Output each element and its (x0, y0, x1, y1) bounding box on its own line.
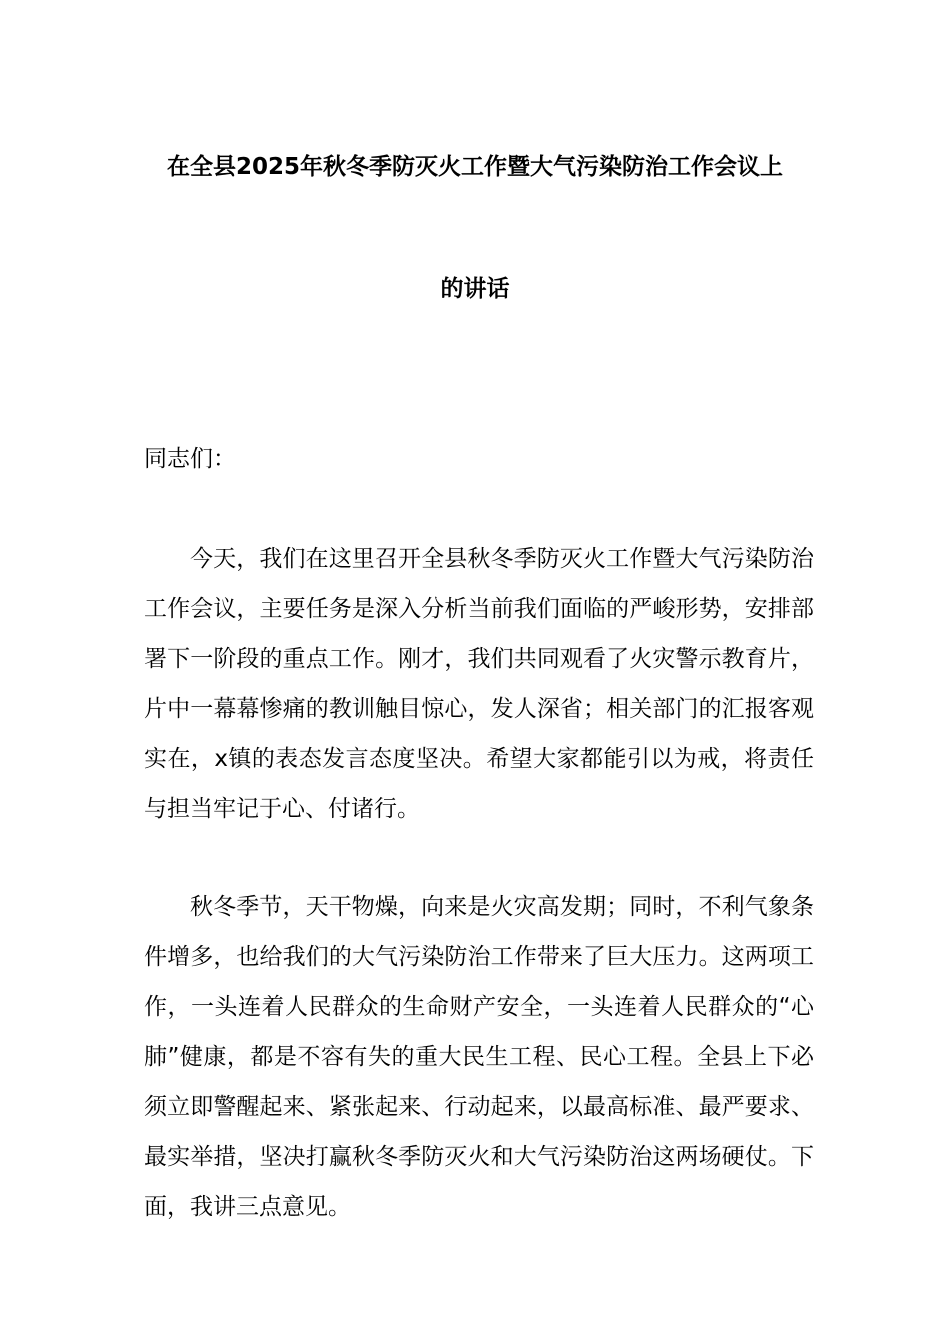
document-title-line-2: 的讲话 (440, 276, 510, 302)
body-paragraph-1: 今天，我们在这里召开全县秋冬季防灭火工作暨大气污染防治工作会议，主要任务是深入分析当前我们面临的严峻形势，安排部署下一阶段的重点工作。刚才，我们共同观看了火灾警示教育片，片中一幕幕惨痛的教训触目惊心，发人深省；相关部门的汇报客观实在，x镇的表态发言态度坚决。希望大家都能引以为戒，将责任与担当牢记于心、付诸行。 (144, 546, 814, 822)
body-paragraph-2: 秋冬季节，天干物燥，向来是火灾高发期；同时，不利气象条件增多，也给我们的大气污染防治工作带来了巨大压力。这两项工作，一头连着人民群众的生命财产安全，一头连着人民群众的“心肺”健康，都是不容有失的重大民生工程、民心工程。全县上下必须立即警醒起来、紧张起来、行动起来，以最高标准、最严要求、最实举措，坚决打赢秋冬季防灭火和大气污染防治这两场硬仗。下面，我讲三点意见。 (144, 894, 814, 1220)
salutation: 同志们： (144, 446, 236, 472)
document-title-line-1: 在全县2025年秋冬季防灭火工作暨大气污染防治工作会议上 (166, 154, 783, 180)
